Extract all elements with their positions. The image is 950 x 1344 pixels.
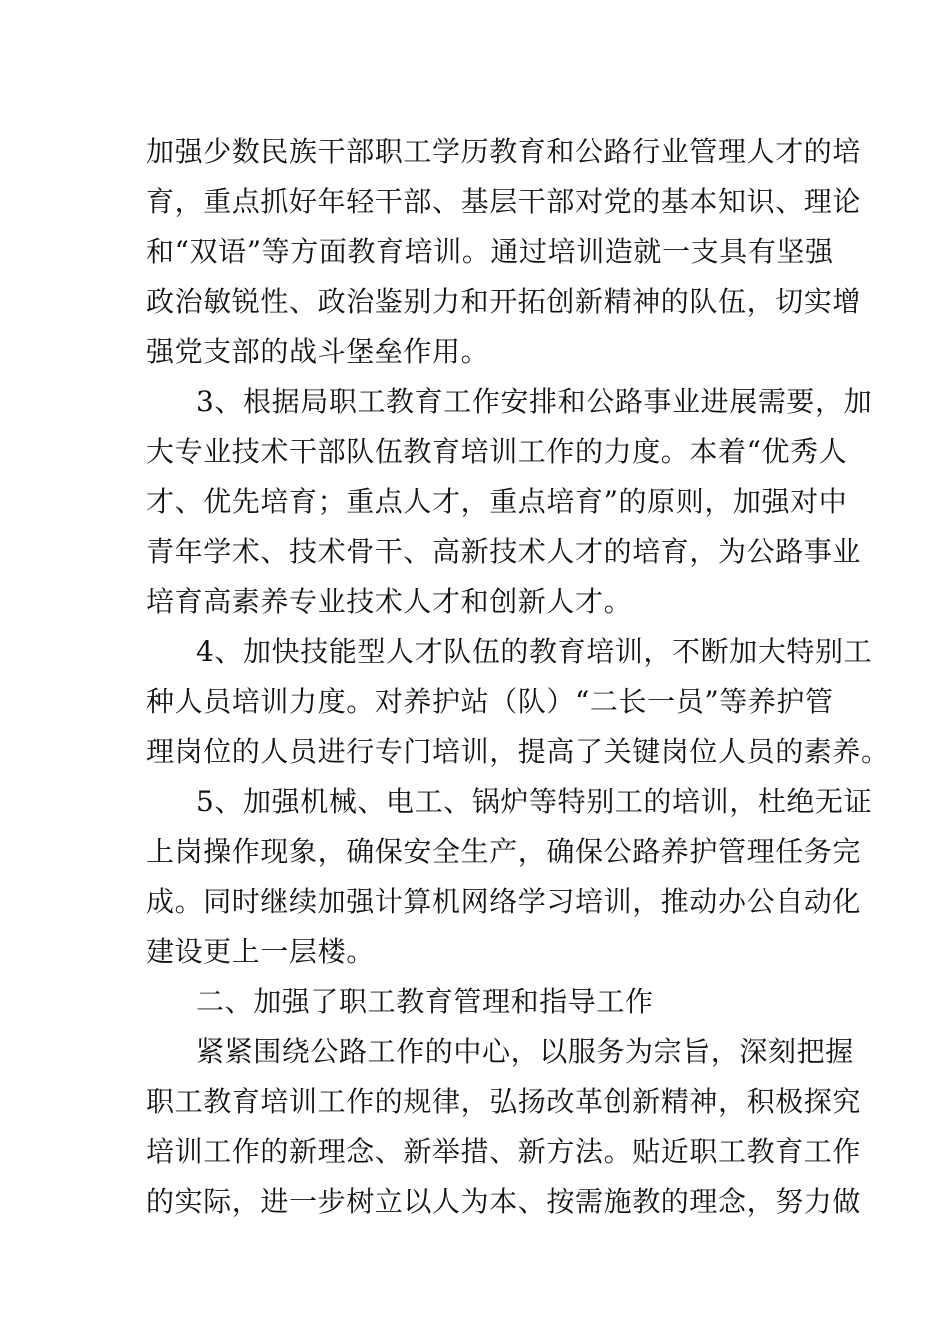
text-line: 和“双语”等方面教育培训。通过培训造就一支具有坚强 bbox=[146, 235, 834, 268]
text-line: 的实际，进一步树立以人为本、按需施教的理念，努力做 bbox=[146, 1185, 862, 1218]
text-line: 育，重点抓好年轻干部、基层干部对党的基本知识、理论 bbox=[146, 185, 862, 218]
text-line: 成。同时继续加强计算机网络学习培训，推动办公自动化 bbox=[146, 885, 862, 918]
text-line: 建设更上一层楼。 bbox=[146, 935, 375, 968]
text-line: 政治敏锐性、政治鉴别力和开拓创新精神的队伍，切实增 bbox=[146, 285, 862, 318]
paragraph-start-line: 紧紧围绕公路工作的中心，以服务为宗旨，深刻把握 bbox=[196, 1035, 854, 1068]
text-line: 培训工作的新理念、新举措、新方法。贴近职工教育工作 bbox=[146, 1135, 862, 1168]
text-line: 大专业技术干部队伍教育培训工作的力度。本着“优秀人 bbox=[146, 435, 848, 468]
text-line: 加强少数民族干部职工学历教育和公路行业管理人才的培 bbox=[146, 135, 862, 168]
text-line: 上岗操作现象，确保安全生产，确保公路养护管理任务完 bbox=[146, 835, 862, 868]
paragraph-start-line: 3、根据局职工教育工作安排和公路事业进展需要，加 bbox=[196, 385, 873, 418]
section-heading: 二、加强了职工教育管理和指导工作 bbox=[196, 985, 654, 1018]
text-line: 种人员培训力度。对养护站（队）“二长一员”等养护管 bbox=[146, 685, 834, 718]
text-line: 才、优先培育；重点人才，重点培育”的原则，加强对中 bbox=[146, 485, 848, 518]
paragraph-start-line: 4、加快技能型人才队伍的教育培训，不断加大特别工 bbox=[196, 635, 873, 668]
text-line: 青年学术、技术骨干、高新技术人才的培育，为公路事业 bbox=[146, 535, 862, 568]
text-line: 理岗位的人员进行专门培训，提高了关键岗位人员的素养。 bbox=[146, 735, 890, 768]
paragraph-start-line: 5、加强机械、电工、锅炉等特别工的培训，杜绝无证 bbox=[196, 785, 873, 818]
text-line: 强党支部的战斗堡垒作用。 bbox=[146, 335, 490, 368]
text-line: 培育高素养专业技术人才和创新人才。 bbox=[146, 585, 633, 618]
text-line: 职工教育培训工作的规律，弘扬改革创新精神，积极探究 bbox=[146, 1085, 862, 1118]
